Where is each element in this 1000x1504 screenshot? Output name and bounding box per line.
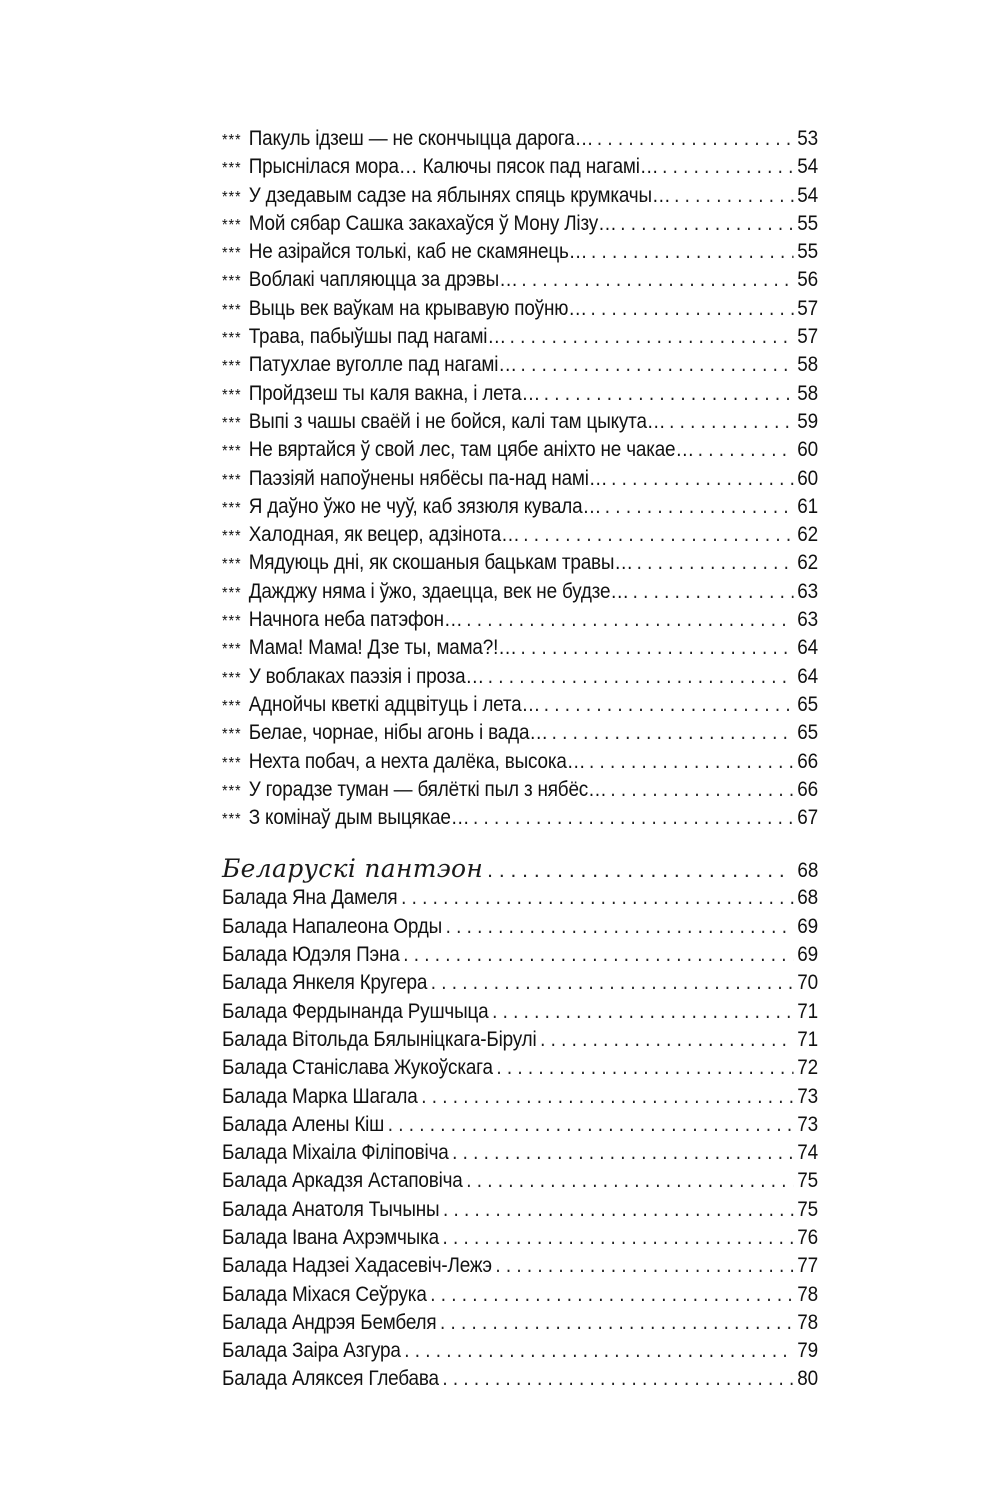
toc-entry xyxy=(222,465,818,493)
toc-entry xyxy=(222,663,818,691)
entry-page-number: 70 xyxy=(797,971,818,995)
entry-page-number: 59 xyxy=(797,409,818,433)
entry-page-number: 71 xyxy=(797,999,818,1023)
toc-entry xyxy=(222,691,818,719)
toc-entry xyxy=(222,969,818,997)
entry-title: Воблакі чапляюцца за дрэвы… xyxy=(248,268,518,292)
entry-title: У горадзе туман — бялёткі пыл з нябёс… xyxy=(248,777,607,801)
dot-leader xyxy=(591,295,794,323)
entry-page-number: 55 xyxy=(797,240,818,264)
entry-title: Балада Заіра Азгура xyxy=(222,1339,401,1363)
toc-entry xyxy=(222,549,818,577)
entry-title: Балада Станіслава Жукоўскага xyxy=(222,1056,493,1080)
entry-title: Не вяртайся ў свой лес, там цябе аніхто не чакае… xyxy=(248,438,695,462)
entry-title: Балада Андрэя Бембеля xyxy=(222,1310,437,1334)
entry-page-number: 68 xyxy=(797,886,818,910)
entry-page-number: 64 xyxy=(797,664,818,688)
entry-stars: *** xyxy=(222,754,242,772)
entry-stars: *** xyxy=(222,443,242,461)
entry-stars: *** xyxy=(222,330,242,348)
dot-leader xyxy=(698,436,794,464)
dot-leader xyxy=(496,1054,793,1082)
entry-stars: *** xyxy=(222,584,242,602)
dot-leader xyxy=(431,969,794,997)
entry-stars: *** xyxy=(222,188,242,206)
entry-page-number: 53 xyxy=(797,127,818,150)
entry-title: Балада Аркадзя Астаповіча xyxy=(222,1169,463,1193)
dot-leader xyxy=(605,493,794,521)
toc-entry xyxy=(222,606,818,634)
entry-title: Не азірайся толькі, каб не скамянець… xyxy=(248,240,588,264)
entry-title: Балада Міхася Сеўрука xyxy=(222,1282,427,1306)
dot-leader xyxy=(597,125,794,153)
entry-page-number: 73 xyxy=(797,1112,818,1136)
entry-stars: *** xyxy=(222,358,242,376)
entry-title: Мама! Мама! Дзе ты, мама?!… xyxy=(248,636,517,660)
dot-leader xyxy=(466,606,793,634)
dot-leader xyxy=(611,465,794,493)
entry-page-number: 54 xyxy=(797,155,818,179)
entry-title: Балада Юдэля Пэна xyxy=(222,943,400,967)
toc-entry xyxy=(222,1054,818,1082)
entry-stars: *** xyxy=(222,471,242,489)
entry-title: У воблаках паэзія і проза… xyxy=(248,664,485,688)
toc-entry xyxy=(222,1111,818,1139)
dot-leader xyxy=(633,578,794,606)
entry-page-number: 65 xyxy=(797,721,818,745)
section-page-number: 68 xyxy=(796,859,818,883)
dot-leader xyxy=(662,153,794,181)
entry-stars: *** xyxy=(222,782,242,800)
entry-stars: *** xyxy=(222,216,242,234)
entry-title: З комінаў дым выцякае… xyxy=(248,806,470,830)
entry-title: Халодная, як вецер, адзінота… xyxy=(248,523,520,547)
entry-page-number: 77 xyxy=(797,1254,818,1278)
dot-leader xyxy=(523,521,793,549)
toc-entry xyxy=(222,804,818,832)
entry-stars: *** xyxy=(222,556,242,574)
toc-entry xyxy=(222,578,818,606)
entry-page-number: 66 xyxy=(797,749,818,773)
dot-leader xyxy=(610,776,793,804)
toc-entry xyxy=(222,1139,818,1167)
toc-entry xyxy=(222,125,818,153)
entry-title: Балада Яна Дамеля xyxy=(222,886,398,910)
dot-leader xyxy=(521,351,794,379)
entry-page-number: 63 xyxy=(797,608,818,632)
dot-leader xyxy=(452,1139,793,1167)
entry-page-number: 57 xyxy=(797,296,818,320)
entry-page-number: 60 xyxy=(797,438,818,462)
toc-entry xyxy=(222,295,818,323)
entry-stars: *** xyxy=(222,499,242,517)
entry-page-number: 58 xyxy=(797,353,818,377)
entry-page-number: 78 xyxy=(797,1282,818,1306)
entry-title: Балада Надзеі Хадасевіч-Лежэ xyxy=(222,1254,492,1278)
entry-page-number: 66 xyxy=(797,777,818,801)
toc-entry xyxy=(222,776,818,804)
dot-leader xyxy=(674,182,793,210)
dot-leader xyxy=(620,210,793,238)
entry-title: Дажджу няма і ўжо, здаецца, век не будзе… xyxy=(248,579,630,603)
entry-title: Выць век ваўкам на крывавую поўню… xyxy=(248,296,587,320)
entry-page-number: 60 xyxy=(797,466,818,490)
toc-entry xyxy=(222,913,818,941)
dot-leader xyxy=(473,804,794,832)
entry-stars: *** xyxy=(222,414,242,432)
entry-page-number: 74 xyxy=(797,1141,818,1165)
entry-page-number: 80 xyxy=(797,1367,818,1391)
toc-entry xyxy=(222,748,818,776)
entry-page-number: 57 xyxy=(797,325,818,349)
entry-page-number: 55 xyxy=(797,211,818,235)
dot-leader xyxy=(443,1196,794,1224)
entry-page-number: 73 xyxy=(797,1084,818,1108)
entry-title: Трава, пабыўшы пад нагамі… xyxy=(248,325,507,349)
toc-entry xyxy=(222,1281,818,1309)
entry-title: Я даўно ўжо не чуў, каб зязюля кувала… xyxy=(248,494,602,518)
entry-title: Прыснілася мора… Калючы пясок пад нагамі… xyxy=(248,155,659,179)
entry-page-number: 69 xyxy=(797,943,818,967)
entry-title: Начнога неба патэфон… xyxy=(248,608,463,632)
toc-entry xyxy=(222,634,818,662)
dot-leader xyxy=(388,1111,794,1139)
dot-leader xyxy=(492,998,794,1026)
entry-title: Мой сябар Сашка закахаўся ў Мону Лізу… xyxy=(248,211,617,235)
dot-leader xyxy=(401,884,794,912)
entry-stars: *** xyxy=(222,245,242,263)
entry-page-number: 72 xyxy=(797,1056,818,1080)
entry-page-number: 64 xyxy=(797,636,818,660)
toc-entry xyxy=(222,493,818,521)
dot-leader xyxy=(589,748,794,776)
entry-title: Патухлае вуголле пад нагамі… xyxy=(248,353,517,377)
entry-page-number: 58 xyxy=(797,381,818,405)
toc-entry xyxy=(222,153,818,181)
entry-page-number: 75 xyxy=(797,1169,818,1193)
entry-stars: *** xyxy=(222,386,242,404)
toc-entry xyxy=(222,1309,818,1337)
dot-leader xyxy=(487,856,790,886)
section-spacer xyxy=(222,832,818,854)
toc-entry xyxy=(222,521,818,549)
entry-title: Выпі з чашы сваёй і не бойся, калі там цыкута… xyxy=(248,409,666,433)
entry-page-number: 79 xyxy=(797,1339,818,1363)
dot-leader xyxy=(443,1224,794,1252)
entry-title: Мядуюць дні, як скошаныя бацькам травы… xyxy=(248,551,634,575)
dot-leader xyxy=(520,634,793,662)
entry-stars: *** xyxy=(222,301,242,319)
entry-title: Балада Янкеля Кругера xyxy=(222,971,428,995)
toc-entry xyxy=(222,941,818,969)
entry-page-number: 63 xyxy=(797,579,818,603)
entry-stars: *** xyxy=(222,697,242,715)
section-heading-row xyxy=(222,854,818,884)
entry-stars: *** xyxy=(222,811,242,829)
entry-page-number: 62 xyxy=(797,551,818,575)
table-of-contents xyxy=(222,125,818,1394)
dot-leader xyxy=(488,663,794,691)
dot-leader xyxy=(521,266,793,294)
dot-leader xyxy=(669,408,794,436)
entry-stars: *** xyxy=(222,132,242,149)
entry-page-number: 67 xyxy=(797,806,818,830)
toc-entry xyxy=(222,1083,818,1111)
toc-entry xyxy=(222,1365,818,1393)
entry-title: Пройдзеш ты каля вакна, і лета… xyxy=(248,381,541,405)
toc-entry xyxy=(222,408,818,436)
toc-entry xyxy=(222,323,818,351)
dot-leader xyxy=(544,380,794,408)
toc-entry xyxy=(222,884,818,912)
toc-entry xyxy=(222,436,818,464)
toc-entry xyxy=(222,1167,818,1195)
entry-page-number: 75 xyxy=(797,1197,818,1221)
toc-entry xyxy=(222,1252,818,1280)
toc-entry xyxy=(222,182,818,210)
entry-title: Балада Івана Ахрэмчыка xyxy=(222,1225,439,1249)
dot-leader xyxy=(544,691,794,719)
toc-entry xyxy=(222,719,818,747)
toc-entry xyxy=(222,1196,818,1224)
dot-leader xyxy=(495,1252,793,1280)
dot-leader xyxy=(421,1083,793,1111)
entry-page-number: 76 xyxy=(797,1225,818,1249)
entry-title: Балада Анатоля Тычыны xyxy=(222,1197,440,1221)
dot-leader xyxy=(637,549,794,577)
entry-page-number: 65 xyxy=(797,692,818,716)
entry-page-number: 54 xyxy=(797,183,818,207)
dot-leader xyxy=(404,1337,793,1365)
toc-entry xyxy=(222,998,818,1026)
toc-entry xyxy=(222,238,818,266)
entry-page-number: 71 xyxy=(797,1027,818,1051)
dot-leader xyxy=(403,941,793,969)
entry-stars: *** xyxy=(222,160,242,178)
entry-page-number: 69 xyxy=(797,914,818,938)
entry-title: Балада Напалеона Орды xyxy=(222,914,443,938)
toc-entry xyxy=(222,351,818,379)
dot-leader xyxy=(446,913,794,941)
toc-entry xyxy=(222,380,818,408)
entry-title: Балада Марка Шагала xyxy=(222,1084,418,1108)
entry-title: Балада Міхаіла Філіповіча xyxy=(222,1141,449,1165)
dot-leader xyxy=(430,1281,793,1309)
entry-title: Белае, чорнае, нібы агонь і вада… xyxy=(248,721,549,745)
dot-leader xyxy=(540,1026,794,1054)
entry-page-number: 62 xyxy=(797,523,818,547)
dot-leader xyxy=(466,1167,793,1195)
dot-leader xyxy=(552,719,794,747)
entry-stars: *** xyxy=(222,726,242,744)
entry-title: Балада Фердынанда Рушчыца xyxy=(222,999,489,1023)
entry-title: Пакуль ідзеш — не скончыцца дарога… xyxy=(248,127,594,150)
section-title: Беларускі пантэон xyxy=(222,854,484,884)
dot-leader xyxy=(510,323,794,351)
dot-leader xyxy=(591,238,794,266)
entry-title: Нехта побач, а нехта далёка, высока… xyxy=(248,749,586,773)
entry-page-number: 56 xyxy=(797,268,818,292)
entry-title: Балада Алены Кіш xyxy=(222,1112,385,1136)
toc-entry xyxy=(222,266,818,294)
toc-entry xyxy=(222,210,818,238)
entry-title: У дзедавым садзе на яблынях спяць крумкачы… xyxy=(248,183,671,207)
entry-page-number: 61 xyxy=(797,494,818,518)
toc-entry xyxy=(222,1224,818,1252)
entry-stars: *** xyxy=(222,273,242,291)
dot-leader xyxy=(442,1365,793,1393)
entry-stars: *** xyxy=(222,613,242,631)
entry-stars: *** xyxy=(222,641,242,659)
entry-title: Паэзіяй напоўнены нябёсы па-над намі… xyxy=(248,466,608,490)
entry-title: Аднойчы кветкі адцвітуць і лета… xyxy=(248,692,541,716)
toc-entry xyxy=(222,1026,818,1054)
toc-entry xyxy=(222,1337,818,1365)
entry-title: Балада Аляксея Глебава xyxy=(222,1367,439,1391)
entry-stars: *** xyxy=(222,669,242,687)
entry-page-number: 78 xyxy=(797,1310,818,1334)
entry-title: Балада Вітольда Бялыніцкага-Бірулі xyxy=(222,1027,537,1051)
dot-leader xyxy=(440,1309,794,1337)
entry-stars: *** xyxy=(222,528,242,546)
